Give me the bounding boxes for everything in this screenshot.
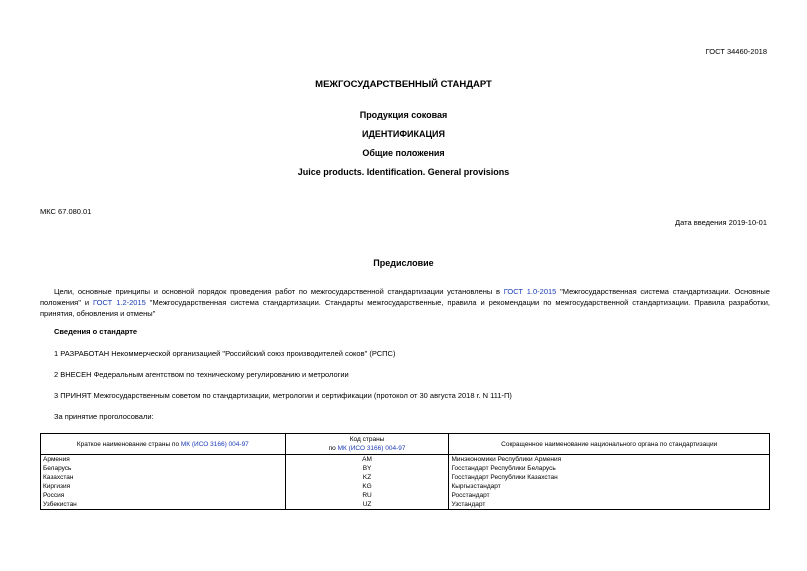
code-cell: KZ (285, 473, 449, 482)
foreword-text-3: "Межгосударственная система стандартизации. Стандарты межгосударственные, правила и рекомендации по межгосударственной стандартизации. Правила разработки, принятия, обновления и отмены" (40, 298, 770, 318)
code-cell: KG (285, 482, 449, 491)
country-cell: Беларусь (41, 464, 286, 473)
body-cell: Минэкономики Республики Армения (449, 455, 770, 465)
code-cell: BY (285, 464, 449, 473)
table-row (41, 455, 770, 465)
code-cell: UZ (285, 500, 449, 510)
introduction-date: Дата введения 2019-10-01 (675, 218, 767, 227)
foreword-text-2: "Межгосударственная система стандартизации. Основные положения" и (40, 287, 770, 307)
code-cell: AM (285, 455, 449, 465)
mks-code: МКС 67.080.01 (40, 207, 92, 216)
gost-1-2-link[interactable]: ГОСТ 1.2-2015 (93, 298, 146, 307)
body-cell: Госстандарт Республики Беларусь (449, 464, 770, 473)
foreword-heading: Предисловие (373, 258, 434, 268)
info-item-submitted: 2 ВНЕСЕН Федеральным агентством по техническому регулированию и метрологии (54, 370, 349, 379)
country-cell: Армения (41, 455, 286, 465)
document-id: ГОСТ 34460-2018 (705, 47, 767, 56)
body-cell: Узстандарт (449, 500, 770, 510)
code-cell: RU (285, 491, 449, 500)
standard-kind-title: МЕЖГОСУДАРСТВЕННЫЙ СТАНДАРТ (315, 79, 492, 90)
country-cell: Казахстан (41, 473, 286, 482)
header-country: Краткое наименование страны по МК (ИСО 3166) 004-97 (41, 434, 286, 455)
voting-countries-table (40, 433, 770, 510)
info-item-adopted: 3 ПРИНЯТ Межгосударственным советом по стандартизации, метрологии и сертификации (протокол от 30 августа 2018 г. N 111-П) (54, 391, 512, 400)
body-cell: Госстандарт Республики Казахстан (449, 473, 770, 482)
country-cell: Россия (41, 491, 286, 500)
table-row (41, 473, 770, 482)
english-title: Juice products. Identification. General provisions (297, 167, 510, 177)
body-cell: Кыргызстандарт (449, 482, 770, 491)
header-code: Код страны по МК (ИСО 3166) 004-97 (285, 434, 449, 455)
country-cell: Киргизия (41, 482, 286, 491)
product-title: Продукция соковая (359, 110, 448, 120)
mk-iso-link[interactable]: МК (ИСО 3166) 004-97 (337, 445, 406, 452)
info-item-developed: 1 РАЗРАБОТАН Некоммерческой организацией "Российский союз производителей соков" (РСПС) (54, 349, 396, 358)
body-cell: Росстандарт (449, 491, 770, 500)
table-row (41, 491, 770, 500)
gost-1-0-link[interactable]: ГОСТ 1.0-2015 (503, 287, 557, 296)
mk-iso-link[interactable]: МК (ИСО 3166) 004-97 (180, 440, 249, 448)
subject-title: ИДЕНТИФИКАЦИЯ (361, 129, 445, 139)
table-row (41, 464, 770, 473)
header-body: Сокращенное наименование национального органа по стандартизации (449, 434, 770, 455)
foreword-paragraph (40, 286, 770, 319)
foreword-text-1: Цели, основные принципы и основной порядок проведения работ по межгосударственной стандартизации установлены в (54, 287, 504, 296)
table-row (41, 482, 770, 491)
voted-label: За принятие проголосовали: (54, 412, 154, 421)
country-cell: Узбекистан (41, 500, 286, 510)
table-row (41, 500, 770, 510)
part-title: Общие положения (362, 148, 445, 158)
table-header-row (41, 434, 770, 455)
standard-info-heading: Сведения о стандарте (54, 327, 138, 336)
